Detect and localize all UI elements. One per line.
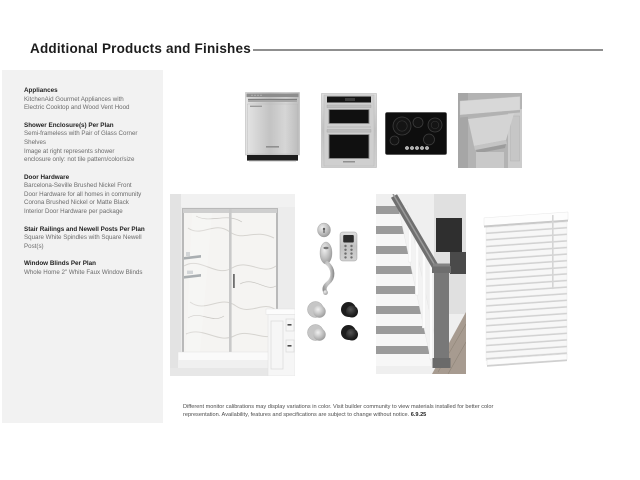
entry-handleset — [320, 242, 332, 295]
oven-window — [329, 135, 369, 159]
disclaimer-line-2: representation. Availability, features and specifications are subject to change without notice. 6.9.25 — [183, 412, 427, 419]
spec-section-window-blinds: Window Blinds Per Plan Whole Home 2" White Faux Window Blinds — [24, 260, 152, 277]
spec-section-door-hardware: Door Hardware Barcelona-Seville Brushed Nickel Front Door Hardware for all homes in community Corona Brushed Nickel or Matte Black Interior Door Hardware per package — [24, 174, 152, 217]
brand-badge — [250, 106, 262, 107]
brand-badge — [343, 161, 355, 163]
stair-railing-newel-photo — [376, 194, 466, 374]
microwave-handle — [327, 105, 371, 108]
kick-plate — [247, 155, 298, 161]
burner — [413, 118, 423, 128]
nickel-knob — [308, 325, 326, 341]
electric-cooktop-photo — [385, 112, 447, 155]
burner — [424, 134, 435, 145]
spec-section-appliances: Appliances KitchenAid Gourmet Appliances with Electric Cooktop and Wood Vent Hood — [24, 87, 152, 113]
page-title: Additional Products and Finishes — [30, 41, 251, 56]
drawer-pull — [288, 324, 292, 326]
spec-section-shower: Shower Enclosure(s) Per Plan Semi-frameless with Pair of Glass Corner Shelves Image at right represents shower enclosure only: not tile pattern/color/size — [24, 122, 152, 165]
spec-section-stair-railings: Stair Railings and Newell Posts Per Plan Square White Spindles with Square Newell Post(s) — [24, 226, 152, 252]
tilt-wand — [552, 215, 554, 289]
matte-black-knob — [341, 302, 358, 318]
section-heading: Stair Railings and Newell Posts Per Plan — [24, 225, 145, 233]
shower-enclosure-photo — [170, 194, 295, 376]
newel-post — [432, 264, 451, 369]
section-heading: Appliances — [24, 87, 58, 94]
disclaimer — [183, 403, 575, 420]
deadbolt-rosette — [318, 223, 331, 237]
dishwasher-photo — [245, 92, 300, 163]
door-handle — [233, 274, 235, 288]
dark-doorway — [436, 218, 462, 252]
door-hardware-photo — [300, 220, 370, 346]
burner — [428, 118, 442, 132]
window-blinds-photo — [482, 199, 573, 372]
matte-black-knob — [341, 325, 358, 341]
section-heading: Window Blinds Per Plan — [24, 260, 97, 268]
burner — [393, 117, 411, 135]
vanity-cabinet — [266, 309, 295, 376]
door-stile — [229, 209, 232, 355]
keypad-deadbolt — [340, 232, 357, 261]
section-heading: Shower Enclosure(s) Per Plan — [24, 121, 114, 129]
oven-handle — [327, 130, 371, 133]
burner — [390, 136, 399, 145]
microwave-window — [329, 110, 369, 124]
section-heading: Door Hardware — [24, 173, 70, 181]
revision-date: 6.9.25 — [410, 412, 427, 419]
nickel-knob — [308, 302, 326, 318]
slats — [486, 222, 567, 361]
spec-panel — [2, 70, 163, 423]
control-strip — [247, 94, 299, 98]
wall-oven-microwave-photo — [321, 93, 377, 168]
disclaimer-line-1: Different monitor calibrations may display variations in color. Visit builder community to view materials installed for better color — [183, 404, 494, 410]
title-rule — [253, 49, 603, 51]
drawer-pull — [288, 345, 292, 347]
wood-vent-hood-photo — [458, 93, 522, 168]
handle-bar — [248, 99, 297, 100]
